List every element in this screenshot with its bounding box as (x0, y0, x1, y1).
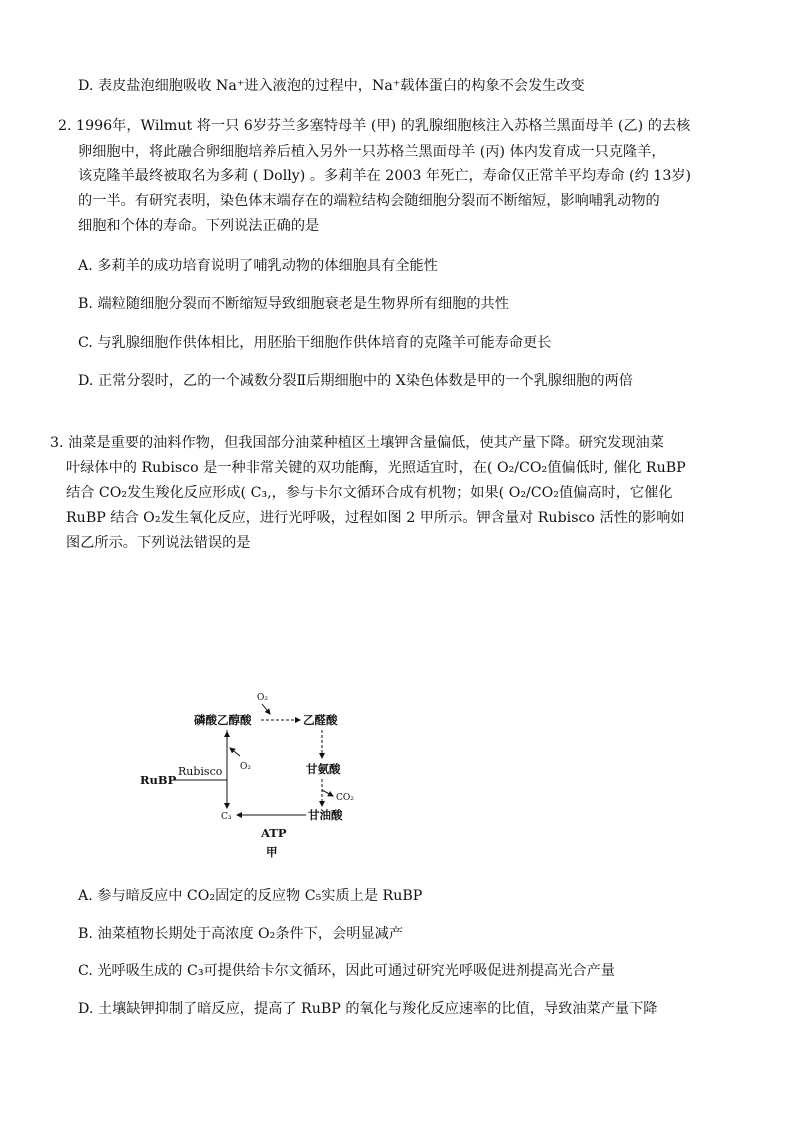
q3-option-d: D. 土壤缺钾抑制了暗反应，提高了 RuBP 的氧化与羧化反应速率的比值，导致油菜产量下降 (78, 1001, 658, 1017)
glyoxylate-label: 乙醛酸 (303, 713, 338, 727)
o2-top-label: O₂ (257, 693, 268, 703)
q2-stem-line: 该克隆羊最终被取名为多莉 ( Dolly) 。多莉羊在 2003 年死亡，寿命仅正常羊平均寿命 (约 13岁) (78, 168, 692, 184)
o2-top-arrow (262, 704, 270, 714)
o2-left-arrow (230, 748, 240, 756)
q3-option-b: B. 油菜植物长期处于高浓度 O₂条件下，会明显减产 (78, 926, 404, 942)
rubp-label: RuBP (140, 773, 177, 787)
co2-release-arrow (322, 790, 333, 796)
q2-option-c: C. 与乳腺细胞作供体相比，用胚胎干细胞作供体培育的克隆羊可能寿命更长 (78, 335, 552, 351)
q3-option-a: A. 参与暗反应中 CO₂固定的反应物 C₅实质上是 RuBP (78, 888, 423, 904)
q2-stem-line: 的一半。有研究表明，染色体末端存在的端粒结构会随细胞分裂而不断缩短，影响哺乳动物的 (78, 193, 660, 209)
o2-left-label: O₂ (240, 762, 251, 772)
phosphoglycolate-label: 磷酸乙醇酸 (194, 713, 252, 727)
glycine-label: 甘氨酸 (306, 762, 341, 776)
q3-stem-line: 图乙所示。下列说法错误的是 (66, 535, 251, 551)
q3-stem-line: 结合 CO₂发生羧化反应形成( C₃,，参与卡尔文循环合成有机物；如果( O₂/CO₂值偏高时，它催化 (66, 485, 673, 501)
q2-option-a: A. 多莉羊的成功培育说明了哺乳动物的体细胞具有全能性 (78, 258, 438, 274)
q2-option-d: D. 正常分裂时，乙的一个减数分裂Ⅱ后期细胞中的 X染色体数是甲的一个乳腺细胞的两倍 (78, 373, 633, 389)
q3-stem-line: RuBP 结合 O₂发生氧化反应，进行光呼吸，过程如图 2 甲所示。钾含量对 Rubisco 活性的影响如 (66, 510, 685, 526)
q2-option-b: B. 端粒随细胞分裂而不断缩短导致细胞衰老是生物界所有细胞的共性 (78, 296, 509, 312)
photorespiration-diagram (130, 680, 390, 865)
atp-label: ATP (261, 826, 287, 840)
diagram-caption: 甲 (266, 845, 278, 859)
q3-stem-line: 叶绿体中的 Rubisco 是一种非常关键的双功能酶，光照适宜时，在( O₂/CO₂值偏低时, 催化 RuBP (66, 460, 686, 476)
q1-option-d: D. 表皮盐泡细胞吸收 Na⁺进入液泡的过程中，Na⁺载体蛋白的构象不会发生改变 (78, 78, 585, 94)
q2-stem-line: 卵细胞中，将此融合卵细胞培养后植入另外一只苏格兰黑面母羊 (丙) 体内发育成一只克隆羊， (78, 144, 666, 160)
rubisco-label: Rubisco (178, 765, 223, 778)
c3-label: C₃ (221, 812, 232, 822)
co2-label: CO₂ (336, 793, 354, 803)
q3-option-c: C. 光呼吸生成的 C₃可提供给卡尔文循环，因此可通过研究光呼吸促进剂提高光合产量 (78, 963, 615, 979)
glycerate-label: 甘油酸 (308, 808, 343, 822)
q3-stem-line: 3. 油菜是重要的油料作物，但我国部分油菜种植区土壤钾含量偏低，使其产量下降。研究发现油菜 (50, 435, 664, 451)
q2-stem-line: 细胞和个体的寿命。下列说法正确的是 (78, 218, 320, 234)
q2-stem-line: 2. 1996年，Wilmut 将一只 6岁芬兰多塞特母羊 (甲) 的乳腺细胞核注入苏格兰黑面母羊 (乙) 的去核 (58, 118, 691, 134)
